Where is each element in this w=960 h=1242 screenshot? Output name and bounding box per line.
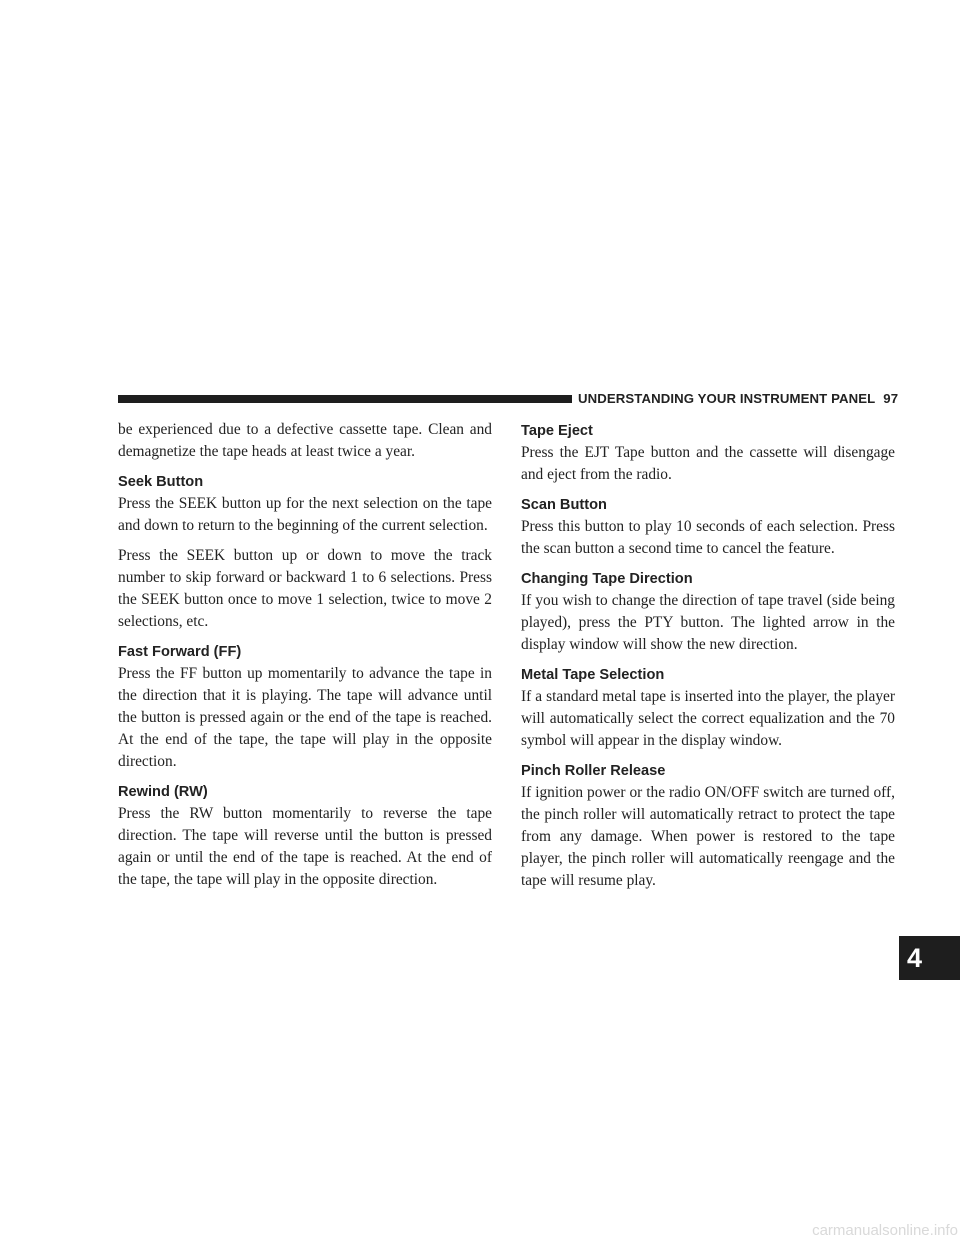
- seek-paragraph-1: Press the SEEK button up for the next selection on the tape and down to return to the beginning of the current selection.: [118, 495, 492, 534]
- pinch-roller-release-paragraph: If ignition power or the radio ON/OFF switch are turned off, the pinch roller will automatically retract to protect the tape from any damage. When power is restored to the tape player, the pinch roller will automatically reengage and the tape will resume play.: [521, 784, 895, 889]
- seek-button-heading: Seek Button: [118, 474, 204, 490]
- chapter-tab: 4: [899, 936, 960, 980]
- pinch-roller-release-heading: Pinch Roller Release: [521, 763, 666, 779]
- changing-tape-direction-heading: Changing Tape Direction: [521, 571, 693, 587]
- intro-paragraph: be experienced due to a defective cassette tape. Clean and demagnetize the tape heads at least twice a year.: [118, 421, 492, 460]
- metal-tape-selection-heading: Metal Tape Selection: [521, 667, 665, 683]
- metal-tape-selection-paragraph: If a standard metal tape is inserted into the player, the player will automatically select the correct equalization and the 70 symbol will appear in the display window.: [521, 688, 895, 749]
- scan-button-heading: Scan Button: [521, 497, 607, 513]
- rewind-heading: Rewind (RW): [118, 784, 208, 800]
- right-column: [521, 419, 895, 900]
- running-header: [578, 391, 898, 407]
- header-title: UNDERSTANDING YOUR INSTRUMENT PANEL: [578, 391, 876, 406]
- tape-eject-heading: Tape Eject: [521, 423, 593, 439]
- fast-forward-paragraph: Press the FF button up momentarily to advance the tape in the direction that it is playing. The tape will advance until the button is pressed again or the end of the tape is reached. At the end of the tape, the tape will play in the opposite direction.: [118, 665, 492, 770]
- changing-tape-direction-paragraph: If you wish to change the direction of tape travel (side being played), press the PTY button. The lighted arrow in the display window will show the new direction.: [521, 592, 895, 653]
- scan-paragraph: Press this button to play 10 seconds of each selection. Press the scan button a second time to cancel the feature.: [521, 518, 895, 557]
- fast-forward-heading: Fast Forward (FF): [118, 644, 242, 660]
- page-number: 97: [883, 391, 899, 406]
- tape-eject-paragraph: Press the EJT Tape button and the cassette will disengage and eject from the radio.: [521, 444, 895, 483]
- rewind-paragraph: Press the RW button momentarily to reverse the tape direction. The tape will reverse until the button is pressed again or until the end of the tape is reached. At the end of the tape, the tape will play in the opposite direction.: [118, 805, 492, 888]
- left-column: [118, 419, 492, 899]
- watermark: carmanualsonline.info: [812, 1222, 958, 1239]
- seek-paragraph-2: Press the SEEK button up or down to move the track number to skip forward or backward 1 to 6 selections. Press the SEEK button once to move 1 selection, twice to move 2 selections, etc.: [118, 547, 492, 630]
- header-rule: [118, 395, 572, 403]
